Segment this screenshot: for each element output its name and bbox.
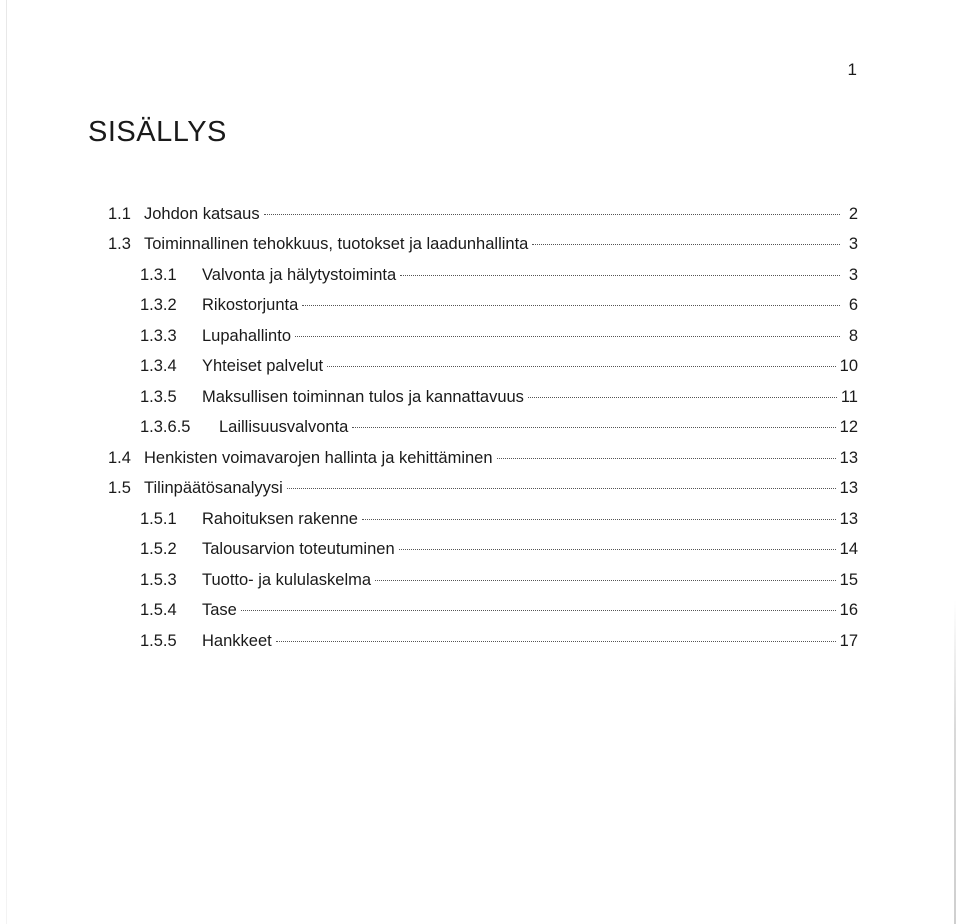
toc-entry-1-5-5[interactable]: [140, 632, 858, 656]
toc-entry-page: 13: [839, 449, 858, 467]
toc-entry-number: 1.3.4: [140, 357, 177, 375]
toc-dot-leader: [375, 580, 836, 581]
page-title: SISÄLLYS: [88, 116, 227, 148]
toc-entry-label: Tase: [202, 601, 237, 619]
toc-entry-page: 10: [839, 357, 858, 375]
toc-entry-1-3-6-5[interactable]: [140, 418, 858, 442]
toc-dot-leader: [327, 366, 836, 367]
toc-entry-label: Talousarvion toteutuminen: [202, 540, 395, 558]
toc-entry-label: Johdon katsaus: [144, 205, 260, 223]
toc-dot-leader: [497, 458, 836, 459]
toc-entry-1-3-4[interactable]: [140, 357, 858, 381]
toc-dot-leader: [302, 305, 840, 306]
toc-entry-label: Toiminnallinen tehokkuus, tuotokset ja laadunhallinta: [144, 235, 529, 253]
scan-edge-right: [954, 600, 956, 924]
toc-entry-1-5-3[interactable]: [140, 571, 858, 595]
toc-entry-label: Rikostorjunta: [202, 296, 299, 314]
toc-entry-1-3-1[interactable]: [140, 266, 858, 290]
toc-entry-page: 11: [840, 388, 858, 406]
toc-dot-leader: [241, 610, 836, 611]
toc-entry-1-5-1[interactable]: [140, 510, 858, 534]
toc-entry-1-3-3[interactable]: [140, 327, 858, 351]
toc-entry-page: 12: [839, 418, 858, 436]
toc-entry-page: 3: [848, 235, 858, 253]
toc-dot-leader: [295, 336, 840, 337]
toc-entry-label: Tilinpäätösanalyysi: [144, 479, 283, 497]
toc-entry-1-5-2[interactable]: [140, 540, 858, 564]
toc-entry-page: 3: [848, 266, 858, 284]
toc-entry-page: 8: [848, 327, 858, 345]
toc-entry-label: Maksullisen toiminnan tulos ja kannattavuus: [202, 388, 524, 406]
toc-entry-1-5-4[interactable]: [140, 601, 858, 625]
toc-entry-label: Rahoituksen rakenne: [202, 510, 358, 528]
toc-entry-1-3[interactable]: [108, 235, 858, 259]
toc-entry-number: 1.5.5: [140, 632, 177, 650]
toc-entry-1-3-2[interactable]: [140, 296, 858, 320]
toc-entry-number: 1.1: [108, 205, 131, 223]
toc-entry-label: Lupahallinto: [202, 327, 291, 345]
toc-entry-page: 15: [839, 571, 858, 589]
toc-entry-number: 1.3.6.5: [140, 418, 191, 436]
toc-entry-1-4[interactable]: [108, 449, 858, 473]
toc-entry-label: Laillisuusvalvonta: [219, 418, 349, 436]
toc-entry-page: 17: [839, 632, 858, 650]
toc-entry-number: 1.4: [108, 449, 131, 467]
toc-entry-1-3-5[interactable]: [140, 388, 858, 412]
toc-entry-number: 1.3.1: [140, 266, 177, 284]
toc-entry-page: 14: [839, 540, 858, 558]
toc-entry-number: 1.5.2: [140, 540, 177, 558]
toc-entry-number: 1.5.4: [140, 601, 177, 619]
toc-entry-page: 16: [839, 601, 858, 619]
toc-dot-leader: [528, 397, 837, 398]
toc-entry-page: 13: [839, 510, 858, 528]
toc-entry-1-1[interactable]: [108, 205, 858, 229]
toc-dot-leader: [287, 488, 836, 489]
toc-entry-number: 1.5.3: [140, 571, 177, 589]
toc-entry-label: Yhteiset palvelut: [202, 357, 324, 375]
toc-entry-number: 1.5.1: [140, 510, 177, 528]
toc-dot-leader: [399, 549, 836, 550]
toc-dot-leader: [362, 519, 836, 520]
toc-entry-number: 1.3.3: [140, 327, 177, 345]
toc-entry-label: Henkisten voimavarojen hallinta ja kehittäminen: [144, 449, 493, 467]
toc-dot-leader: [264, 214, 840, 215]
toc-entry-number: 1.3.5: [140, 388, 177, 406]
toc-entry-number: 1.5: [108, 479, 131, 497]
toc-entry-number: 1.3: [108, 235, 131, 253]
toc-entry-1-5[interactable]: [108, 479, 858, 503]
toc-dot-leader: [532, 244, 840, 245]
scan-edge-left: [6, 0, 7, 924]
toc-entry-page: 6: [848, 296, 858, 314]
toc-dot-leader: [276, 641, 836, 642]
toc-entry-label: Tuotto- ja kululaskelma: [202, 571, 372, 589]
toc-entry-label: Hankkeet: [202, 632, 272, 650]
toc-entry-number: 1.3.2: [140, 296, 177, 314]
toc-entry-label: Valvonta ja hälytystoiminta: [202, 266, 397, 284]
toc-entry-page: 13: [839, 479, 858, 497]
page-number: 1: [847, 60, 857, 79]
toc-dot-leader: [352, 427, 835, 428]
toc-dot-leader: [400, 275, 840, 276]
toc-entry-page: 2: [848, 205, 858, 223]
